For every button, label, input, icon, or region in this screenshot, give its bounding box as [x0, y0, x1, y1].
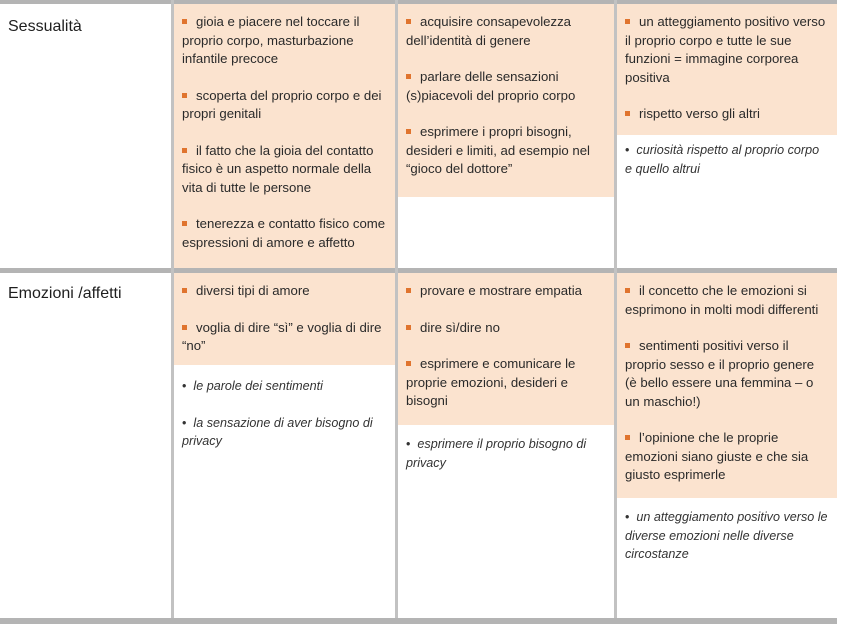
list-item: il fatto che la gioia del contatto fisico è un aspetto normale della vita di tutte le persone — [182, 142, 374, 195]
list-item: parlare delle sensazioni (s)piacevoli del proprio corpo — [406, 69, 576, 103]
cell-sessualita-col1 — [174, 4, 395, 268]
list-item: dire sì/dire no — [406, 319, 605, 338]
table-bottom-border — [0, 618, 837, 624]
list-item: • curiosità rispetto al proprio corpo e quello altrui — [625, 143, 820, 176]
list-item: diversi tipi di amore — [182, 282, 386, 301]
square-bullet-icon — [625, 435, 630, 440]
list-item: provare e mostrare empatia — [406, 282, 605, 301]
highlight-block — [398, 4, 614, 197]
bullet-dot-icon: • — [182, 379, 187, 393]
square-bullet-icon — [406, 129, 411, 134]
highlight-block — [174, 273, 395, 365]
list-item: l’opinione che le proprie emozioni siano giuste e che sia giusto esprimerle — [625, 430, 809, 482]
square-bullet-icon — [625, 19, 630, 24]
list-item: un atteggiamento positivo verso il proprio corpo e tutte le sue funzioni = immagine corporea positiva — [625, 14, 826, 85]
list-item: gioia e piacere nel toccare il proprio corpo, masturbazione infantile precoce — [182, 14, 360, 66]
square-bullet-icon — [406, 288, 411, 293]
notes-block — [174, 365, 395, 459]
cell-emozioni-col3 — [617, 273, 837, 572]
bullet-dot-icon: • — [625, 510, 630, 524]
square-bullet-icon — [625, 288, 630, 293]
highlight-block — [617, 4, 837, 135]
highlight-block — [174, 4, 395, 268]
square-bullet-icon — [182, 19, 187, 24]
bullet-dot-icon: • — [625, 143, 630, 157]
list-item: • un atteggiamento positivo verso le diverse emozioni nelle diverse circostanze — [625, 510, 828, 561]
notes-block — [398, 425, 614, 480]
square-bullet-icon — [182, 288, 187, 293]
list-item: rispetto verso gli altri — [625, 105, 828, 124]
square-bullet-icon — [406, 19, 411, 24]
highlight-block — [617, 273, 837, 498]
list-item: • la sensazione di aver bisogno di privacy — [182, 415, 373, 448]
list-item: • le parole dei sentimenti — [182, 379, 323, 393]
row-label-emozioni: Emozioni /affetti — [8, 285, 122, 302]
list-item: voglia di dire “sì” e voglia di dire “no” — [182, 319, 382, 353]
square-bullet-icon — [182, 148, 187, 153]
notes-block — [617, 135, 837, 186]
list-item: sentimenti positivi verso il proprio sesso e il proprio genere (è bello essere una femmina – o un maschio!) — [625, 338, 815, 409]
row-label-sessualita: Sessualità — [8, 18, 82, 35]
cell-sessualita-col2 — [398, 4, 614, 197]
notes-block — [617, 498, 837, 572]
list-item: acquisire consapevolezza dell’identità di genere — [406, 14, 572, 48]
highlight-block — [398, 273, 614, 425]
square-bullet-icon — [406, 361, 411, 366]
list-item: tenerezza e contatto fisico come espressioni di amore e affetto — [182, 216, 386, 250]
square-bullet-icon — [625, 111, 630, 116]
square-bullet-icon — [182, 325, 187, 330]
square-bullet-icon — [182, 93, 187, 98]
list-item: • esprimere il proprio bisogno di privacy — [406, 437, 587, 470]
square-bullet-icon — [625, 343, 630, 348]
list-item: scoperta del proprio corpo e dei propri genitali — [182, 87, 382, 121]
list-item: il concetto che le emozioni si esprimono in molti modi differenti — [625, 283, 819, 317]
bullet-dot-icon: • — [182, 415, 187, 430]
square-bullet-icon — [406, 325, 411, 330]
cell-emozioni-col1 — [174, 273, 395, 459]
list-item: esprimere e comunicare le proprie emozioni, desideri e bisogni — [406, 356, 576, 408]
cell-sessualita-col3 — [617, 4, 837, 186]
list-item: esprimere i propri bisogni, desideri e limiti, ad esempio nel “gioco del dottore” — [406, 124, 590, 176]
square-bullet-icon — [406, 74, 411, 79]
cell-emozioni-col2 — [398, 273, 614, 480]
bullet-dot-icon: • — [406, 437, 411, 451]
square-bullet-icon — [182, 221, 187, 226]
